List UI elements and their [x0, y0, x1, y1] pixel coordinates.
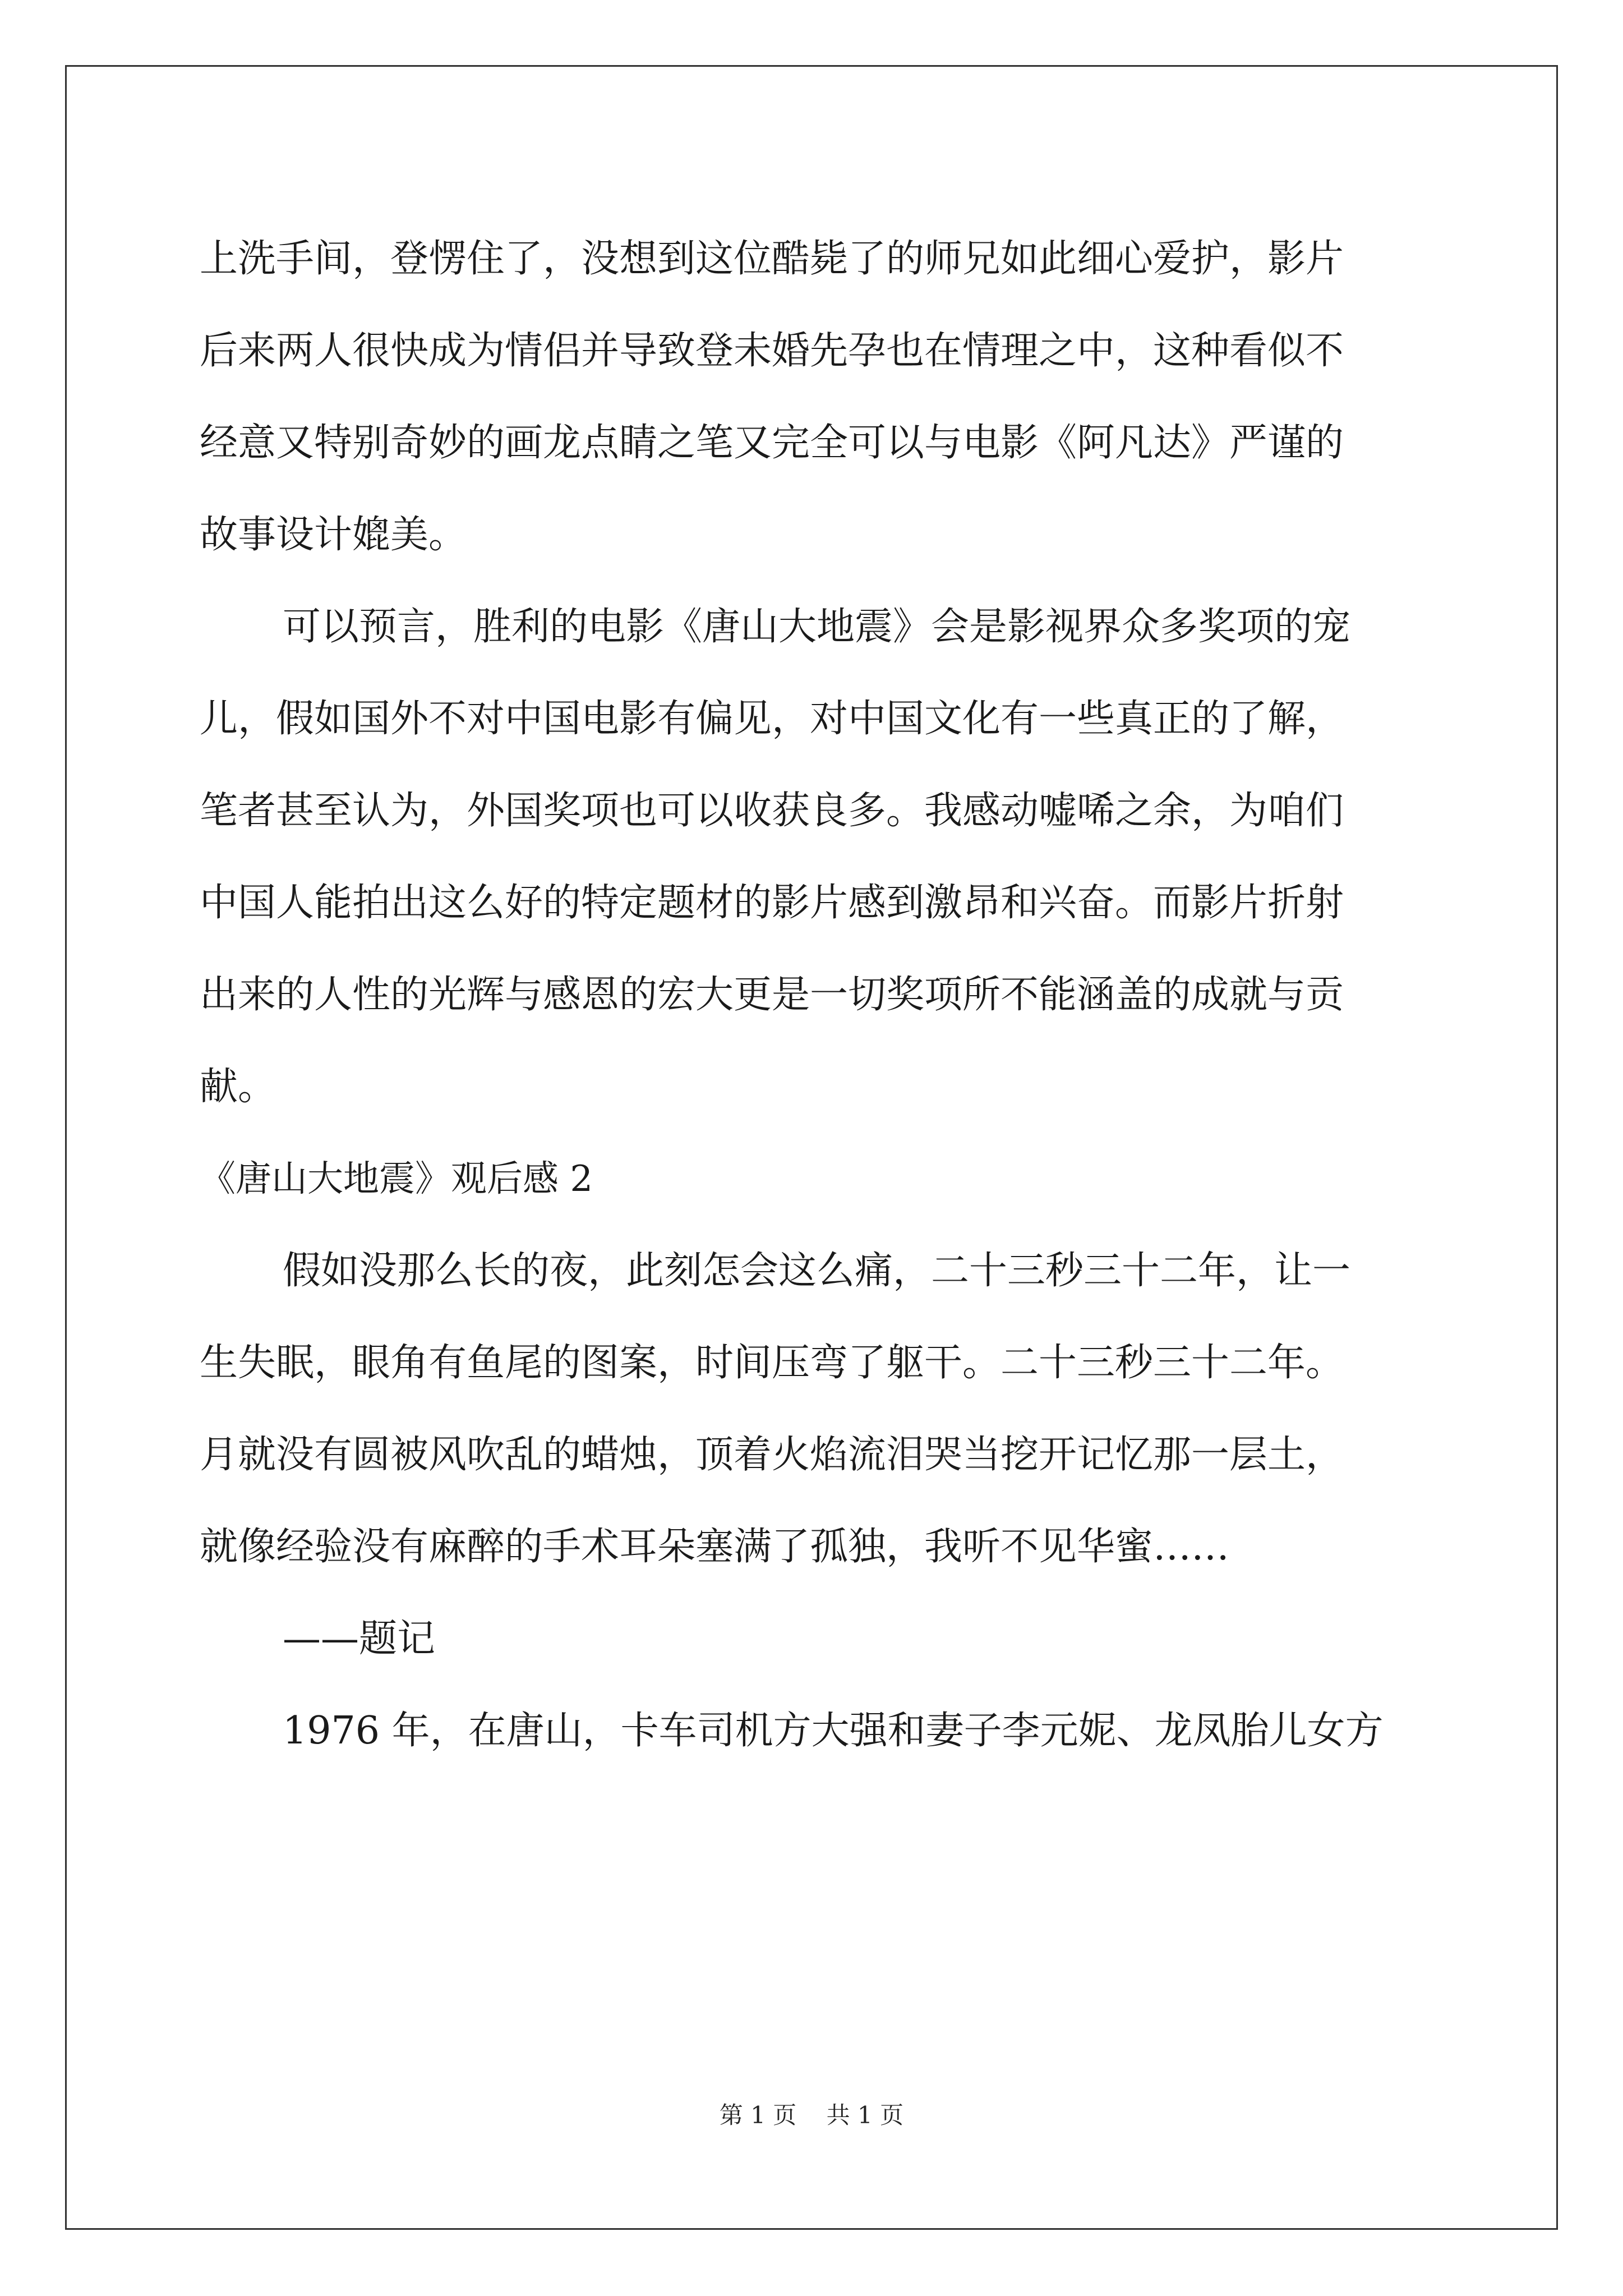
paragraph-line: 后来两人很快成为情侣并导致登未婚先孕也在情理之中，这种看似不	[200, 329, 1344, 373]
paragraph-line: 经意又特别奇妙的画龙点睛之笔又完全可以与电影《阿凡达》严谨的	[200, 421, 1344, 465]
paragraph-line: 假如没那么长的夜，此刻怎会这么痛，二十三秒三十二年，让一	[283, 1249, 1351, 1293]
paragraph-line: 月就没有圆被风吹乱的蜡烛，顶着火焰流泪哭当挖开记忆那一层土，	[200, 1433, 1344, 1477]
paragraph-line: 生失眠，眼角有鱼尾的图案，时间压弯了躯干。二十三秒三十二年。	[200, 1341, 1344, 1385]
paragraph-line: 儿，假如国外不对中国电影有偏见，对中国文化有一些真正的了解，	[200, 697, 1344, 741]
page-footer	[0, 2097, 1623, 2131]
paragraph-line: 献。	[200, 1065, 276, 1109]
paragraph-line: 1976 年，在唐山，卡车司机方大强和妻子李元妮、龙凤胎儿女方	[283, 1709, 1384, 1753]
paragraph-line: 故事设计媲美。	[200, 513, 467, 557]
epigraph-attribution: ——题记	[283, 1617, 436, 1661]
page-total: 共 1 页	[826, 2101, 904, 2129]
document-body	[200, 213, 1431, 1777]
paragraph-line: 就像经验没有麻醉的手术耳朵塞满了孤独，我听不见华蜜……	[200, 1525, 1230, 1569]
paragraph-line: 笔者甚至认为，外国奖项也可以收获良多。我感动嘘唏之余，为咱们	[200, 789, 1344, 833]
section-heading: 《唐山大地震》观后感 2	[200, 1158, 593, 1200]
paragraph-line: 可以预言，胜利的电影《唐山大地震》会是影视界众多奖项的宠	[283, 605, 1351, 649]
paragraph-line: 上洗手间，登愣住了，没想到这位酷毙了的师兄如此细心爱护，影片	[200, 237, 1344, 281]
paragraph-line: 出来的人性的光辉与感恩的宏大更是一切奖项所不能涵盖的成就与贡	[200, 973, 1344, 1017]
page-number: 第 1 页	[719, 2101, 797, 2129]
paragraph-line: 中国人能拍出这么好的特定题材的影片感到激昂和兴奋。而影片折射	[200, 881, 1344, 925]
